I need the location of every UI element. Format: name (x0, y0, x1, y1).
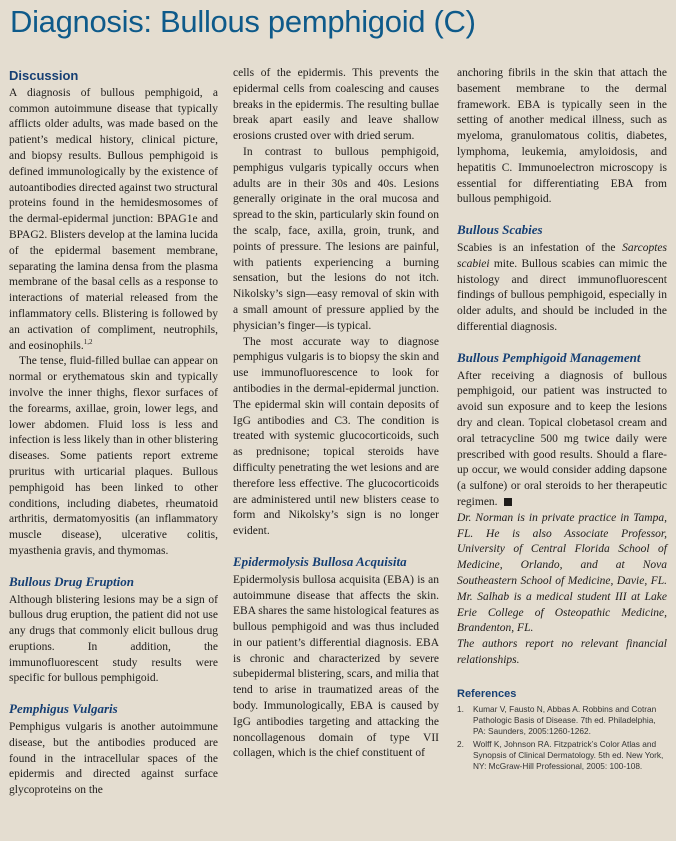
pemphigus-vulgaris-heading: Pemphigus Vulgaris (9, 701, 118, 717)
bullous-scabies-heading: Bullous Scabies (457, 222, 543, 238)
eba-paragraph: Epidermolysis bullosa acquisita (EBA) is an autoimmune disease that affects the skin. EBA shares the same histological features as bullous pemphigoid and was thus included in our patient’s differential diagnosis. EBA is chronic and characterized by severe subepidermal blistering, scars, and milia that tend to arise in traumatized areas of the body. Immunologically, EBA is caused by IgG antibodies targeting and attacking the noncollagenous domain of type VII collagen, which is the chief constituent of (233, 573, 439, 760)
discussion-paragraph-2: The tense, fluid-filled bullae can appear on normal or erythematous skin and typically involve the inner thighs, flexor surfaces of the forearms, axillae, groin, lower legs, and lower abdomen. Fluid loss is less and infection is less likely than in other blistering diseases. Some patients report extreme pruritus with urticarial plaques. Bullous pemphigoid has been linked to other conditions, including diabetes, rheumatoid arthritis, dermatomyositis (an inflammatory muscle disease), ulcerative colitis, myasthenia gravis, and thymomas. (9, 355, 218, 557)
page-title: Diagnosis: Bullous pemphigoid (C) (10, 4, 476, 39)
management-paragraph: After receiving a diagnosis of bullous pemphigoid, our patient was instructed to avoid sun exposure and to keep the lesions dry and clean. Topical clobetasol cream and oral tetracycline 500 mg twice daily were prescribed with good results. Should a flare-up occur, we would consider adding dapsone (a sulfone) or oral steroids to her therapeutic regimen. (457, 369, 667, 508)
management-heading: Bullous Pemphigoid Management (457, 349, 641, 365)
pemphigus-contrast-paragraph: In contrast to bullous pemphigoid, pemphigus vulgaris typically occurs when adults are in their 30s and 40s. Lesions generally originate in the oral mucosa and spread to the skin, particularly skin found on the scalp, face, axilla, groin, trunk, and points of pressure. The lesions are painful, with patients experiencing a burning sensation, but the lesions do not itch. Nikolsky’s sign—easy removal of skin with a small amount of pressure applied by the physician’s finger—is typical. (233, 145, 439, 332)
author-bio: Dr. Norman is in private practice in Tampa, FL. He is also Associate Professor, University of Central Florida School of Medicine, Orlando, and at Nova Southeastern School of Medicine, Davie, FL. Mr. Salhab is a medical student III at Lake Erie College of Osteopathic Medicine, Brandenton, FL. (457, 511, 667, 635)
discussion-paragraph-1: A diagnosis of bullous pemphigoid, a common autoimmune disease that typically afflicts older adults, was made based on the patient’s medical history, clinical picture, and biopsy results. Bullous pemphigoid is defined immunologically by the existence of autoantibodies directed against two structural proteins found in the hemidesmosomes of the dermal-epidermal junction: BPAG1e and BPAG2. Blisters develop at the lamina lucida of the epidermal basement membrane, separating the lamina densa from the plasma membrane of the basal cells as a response to interactions of material released from the inflammatory cells. Blistering is followed by an activation of compliment, neutrophils, and eosinophils.$^{1,2}$ (9, 86, 218, 352)
end-of-article-mark (504, 498, 512, 506)
pemphigus-continued-paragraph: cells of the epidermis. This prevents the epidermal cells from coalescing and causes breaks in the epidermis. The resulting bullae break apart easily and leave shallow erosions crusted over with dried serum. (233, 67, 439, 143)
discussion-heading: Discussion (9, 68, 79, 83)
references-heading: References (457, 687, 517, 700)
scabies-paragraph: Scabies is an infestation of the Sarcoptes scabiei mite. Bullous scabies can mimic the histology and direct immunofluorescent findings of bullous pemphigoid, especially in older adults, and should be included in the differential diagnosis. (457, 241, 667, 333)
eba-continued-paragraph: anchoring fibrils in the skin that attach the basement membrane to the dermal framework. EBA is typically seen in the setting of another medical illness, such as myeloma, granulomatous colitis, diabetes, lymphoma, leukemia, amyloidosis, and hepatitis C. Immunoelectron microscopy is essential for differentiating EBA from bullous pemphigoid. (457, 67, 667, 206)
reference-item: 2. Wolff K, Johnson RA. Fitzpatrick’s Color Atlas and Synopsis of Clinical Dermatology. 5th ed. New York, NY: McGraw-Hill Professional, 2005: 100-108. (457, 739, 664, 772)
pemphigus-diagnosis-paragraph: The most accurate way to diagnose pemphigus vulgaris is to biopsy the skin and use immunofluorescence to look for antibodies in the dermal-epidermal junction. The epidermal skin will contain deposits of IgG antibodies and C3. The condition is treated with systemic glucocorticoids, such as prednisone; topical steroids have difficulty penetrating the wet lesions and are therefore less effective. The glucocorticoids are administered until new blisters cease to form and Nikolsky’s sign is no longer evident. (233, 335, 439, 538)
column-3 (457, 66, 667, 774)
column-1 (9, 66, 218, 799)
disclosure-statement: The authors report no relevant financial relationships. (457, 638, 667, 666)
reference-item: 1. Kumar V, Fausto N, Abbas A. Robbins and Cotran Pathologic Basis of Disease. 7th ed. Philadelphia, PA: Saunders, 2005:1260-1262. (457, 704, 657, 737)
bullous-drug-eruption-heading: Bullous Drug Eruption (9, 573, 135, 589)
drug-eruption-paragraph: Although blistering lesions may be a sign of bullous drug eruption, the patient did not use any drugs that commonly elicit bullous drug eruptions. In addition, the immunofluorescent study results were specific for bullous pemphigoid. (9, 593, 218, 685)
eba-heading: Epidermolysis Bullosa Acquisita (233, 553, 407, 569)
column-2 (233, 66, 439, 762)
pemphigus-vulgaris-paragraph: Pemphigus vulgaris is another autoimmune disease, but the antibodies produced are found in the intracellular spaces of the epidermis and directed against surface glycoproteins on the (9, 721, 218, 797)
